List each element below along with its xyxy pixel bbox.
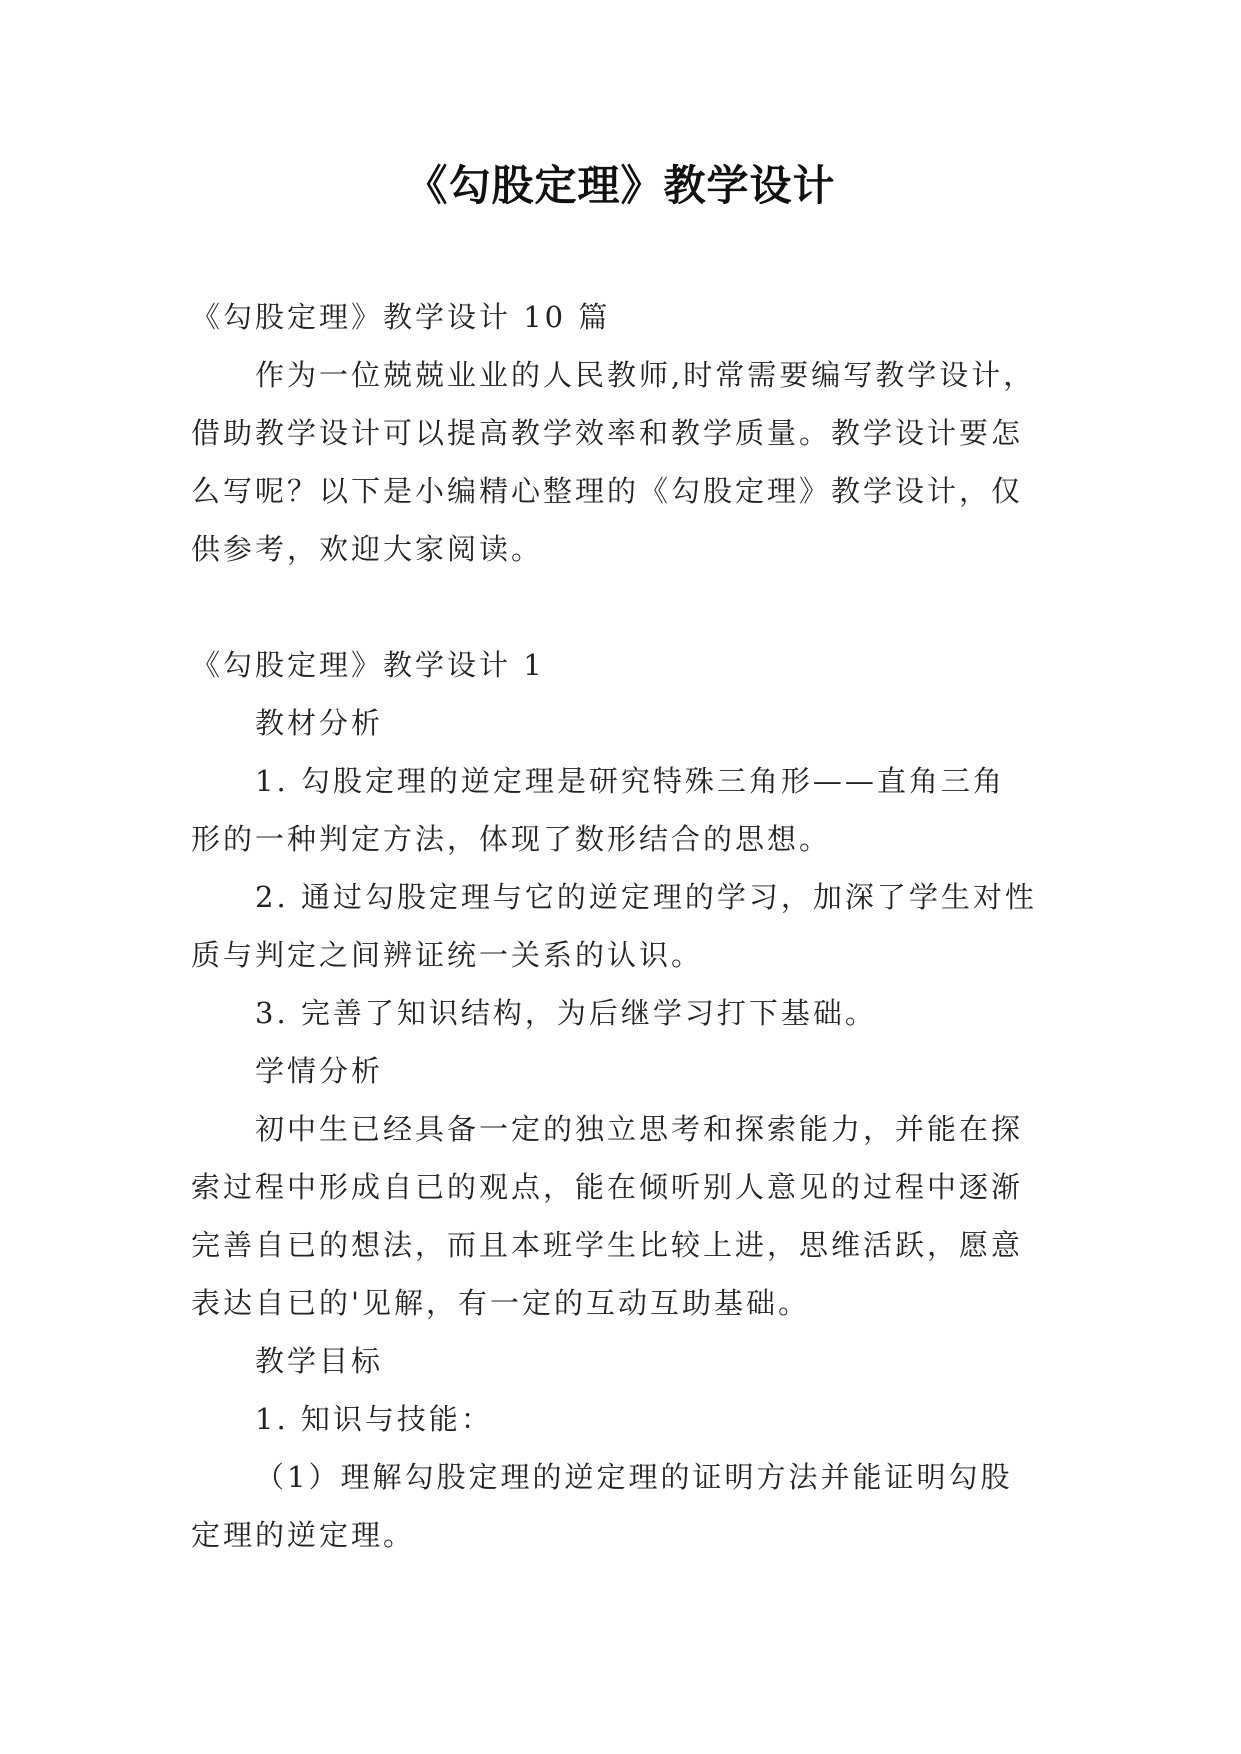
student-analysis-line-4: 表达自已的'见解，有一定的互动互助基础。 — [191, 1286, 810, 1320]
textbook-point-3: 3. 完善了知识结构，为后继学习打下基础。 — [255, 996, 877, 1030]
intro-line-3: 么写呢？以下是小编精心整理的《勾股定理》教学设计，仅 — [191, 474, 1024, 508]
student-analysis-line-3: 完善自已的想法，而且本班学生比较上进，思维活跃，愿意 — [191, 1228, 1024, 1262]
textbook-point-1-line-1: 1. 勾股定理的逆定理是研究特殊三角形——直角三角 — [255, 764, 1005, 798]
heading-textbook-analysis: 教材分析 — [255, 706, 384, 740]
section-heading: 《勾股定理》教学设计 1 — [191, 648, 545, 682]
heading-student-analysis: 学情分析 — [255, 1054, 384, 1088]
intro-line-4: 供参考，欢迎大家阅读。 — [191, 532, 544, 566]
student-analysis-line-1: 初中生已经具备一定的独立思考和探索能力，并能在探 — [255, 1112, 1024, 1146]
subtitle-line: 《勾股定理》教学设计 10 篇 — [191, 300, 611, 334]
goal-item-1-line-1: （1）理解勾股定理的逆定理的证明方法并能证明勾股 — [255, 1460, 1013, 1494]
intro-line-1: 作为一位兢兢业业的人民教师,时常需要编写教学设计， — [255, 358, 1036, 392]
textbook-point-1-line-2: 形的一种判定方法，体现了数形结合的思想。 — [191, 822, 832, 856]
student-analysis-line-2: 索过程中形成自已的观点，能在倾听别人意见的过程中逐渐 — [191, 1170, 1024, 1204]
document-body — [191, 288, 1051, 1564]
textbook-point-2-line-1: 2. 通过勾股定理与它的逆定理的学习，加深了学生对性 — [255, 880, 1037, 914]
goal-knowledge-skills: 1. 知识与技能： — [255, 1402, 493, 1436]
intro-line-2: 借助教学设计可以提高教学效率和教学质量。教学设计要怎 — [191, 416, 1024, 450]
heading-teaching-goals: 教学目标 — [255, 1344, 384, 1378]
goal-item-1-line-2: 定理的逆定理。 — [191, 1518, 416, 1552]
document-title: 《勾股定理》教学设计 — [405, 161, 836, 210]
textbook-point-2-line-2: 质与判定之间辨证统一关系的认识。 — [191, 938, 704, 972]
